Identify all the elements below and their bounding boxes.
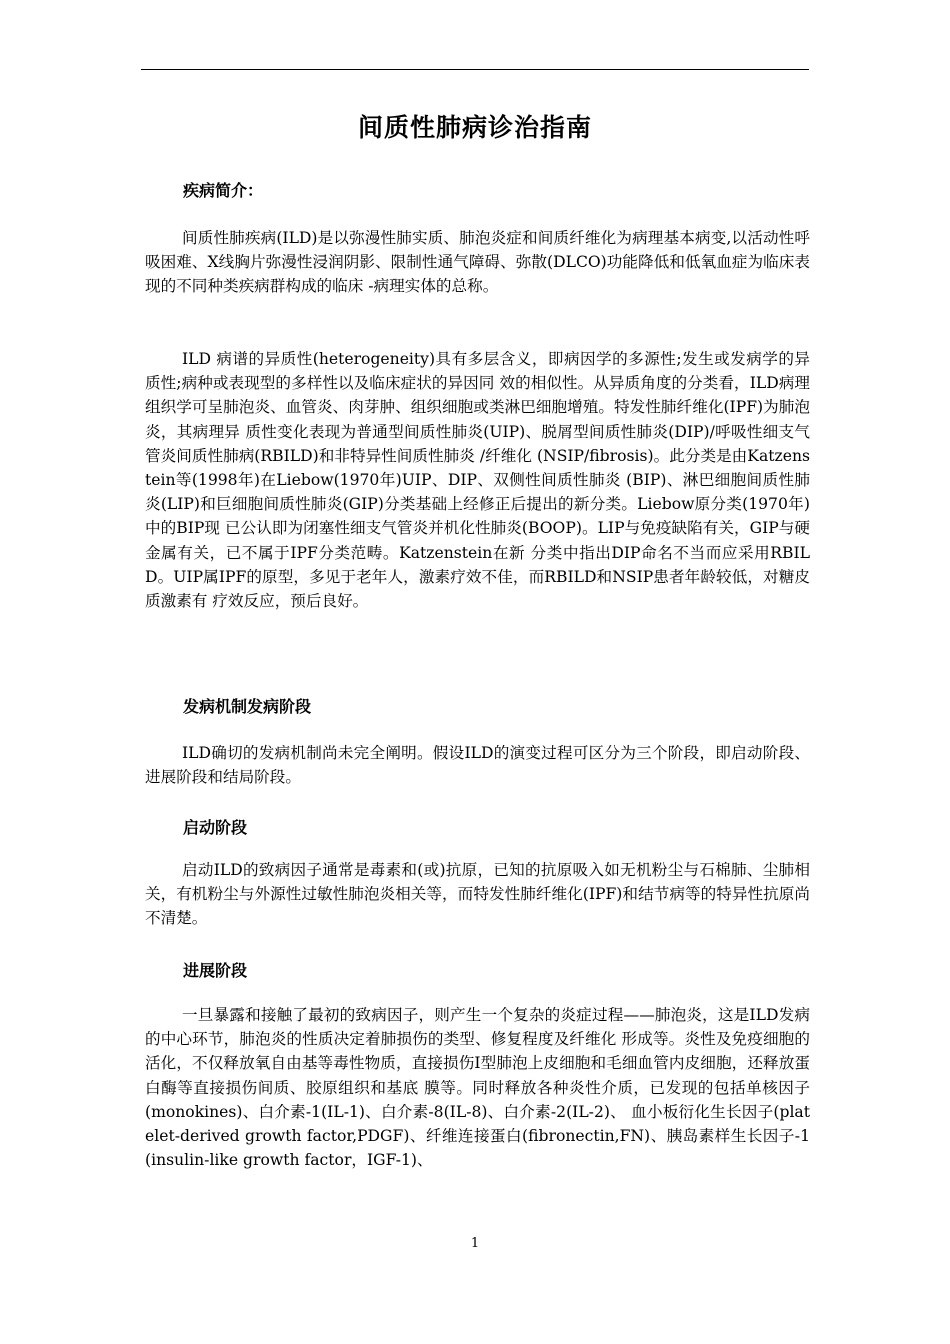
section-heading-mechanism: 发病机制发病阶段 [183, 697, 312, 716]
paragraph-progression: 一旦暴露和接触了最初的致病因子，则产生一个复杂的炎症过程——肺泡炎，这是ILD发病的中心环节，肺泡炎的性质决定着肺损伤的类型、修复程度及纤维化 形成等。炎性及免疫细胞的活化，不仅释放氧自由基等毒性物质，直接损伤Ⅰ型肺泡上皮细胞和毛细血管内皮细胞，还释放蛋白酶等直接损伤间质、胶原组织和基底 膜等。同时释放各种炎性介质，已发现的包括单核因子(monokines)、白介素-1(IL-1)、白介素-8(IL-8)、白介素-2(IL-2)、 血小板衍化生长因子(platelet-derived growth factor,PDGF)、纤维连接蛋白(fibronectin,FN)、胰岛素样生长因子-1(insulin-like growth factor，IGF-1)、 [145, 1006, 810, 1170]
section-heading-progression: 进展阶段 [183, 961, 248, 980]
paragraph-initiation: 启动ILD的致病因子通常是毒素和(或)抗原，已知的抗原吸入如无机粉尘与石棉肺、尘肺相关，有机粉尘与外源性过敏性肺泡炎相关等，而特发性肺纤维化(IPF)和结节病等的特异性抗原尚不清楚。 [145, 861, 810, 928]
section-heading-initiation: 启动阶段 [183, 818, 248, 837]
paragraph-intro-heterogeneity: ILD 病谱的异质性(heterogeneity)具有多层含义，即病因学的多源性;发生或发病学的异质性;病种或表现型的多样性以及临床症状的异因同 效的相似性。从异质角度的分类看，ILD病理组织学可呈肺泡炎、血管炎、肉芽肿、组织细胞或类淋巴细胞增殖。特发性肺纤维化(IPF)为肺泡炎，其病理异 质性变化表现为普通型间质性肺炎(UIP)、脱屑型间质性肺炎(DIP)/呼吸性细支气管炎间质性肺病(RBILD)和非特异性间质性肺炎 /纤维化 (NSIP/fibrosis)。此分类是由Katzenstein等(1998年)在Liebow(1970年)UIP、DIP、双侧性间质性肺炎 (BIP)、淋巴细胞间质性肺炎(LIP)和巨细胞间质性肺炎(GIP)分类基础上经修正后提出的新分类。Liebow原分类(1970年)中的BIP现 已公认即为闭塞性细支气管炎并机化性肺炎(BOOP)。LIP与免疫缺陷有关，GIP与硬金属有关，已不属于IPF分类范畴。Katzenstein在新 分类中指出DIP命名不当而应采用RBILD。UIP属IPF的原型，多见于老年人，激素疗效不佳，而RBILD和NSIP患者年龄较低，对糖皮质激素有 疗效反应，预后良好。 [145, 350, 810, 611]
page-number: 1 [470, 1236, 480, 1251]
document-title: 间质性肺病诊治指南 [357, 113, 592, 142]
paragraph-intro-definition: 间质性肺疾病(ILD)是以弥漫性肺实质、肺泡炎症和间质纤维化为病理基本病变,以活动性呼吸困难、X线胸片弥漫性浸润阴影、限制性通气障碍、弥散(DLCO)功能降低和低氧血症为临床表现的不同种类疾病群构成的临床 -病理实体的总称。 [145, 229, 810, 296]
paragraph-mechanism: ILD确切的发病机制尚未完全阐明。假设ILD的演变过程可区分为三个阶段，即启动阶段、进展阶段和结局阶段。 [145, 744, 810, 787]
header-rule [141, 69, 809, 70]
section-heading-intro: 疾病简介： [183, 181, 264, 200]
